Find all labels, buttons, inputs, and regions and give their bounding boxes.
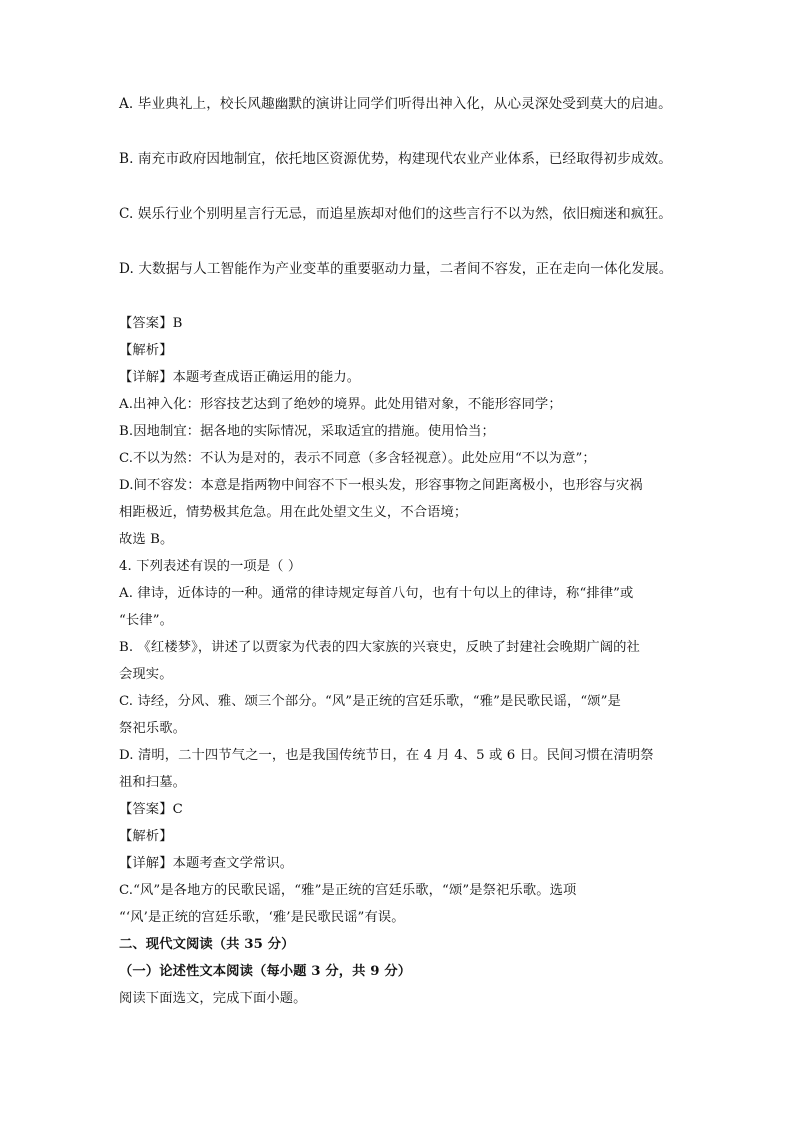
q3-detail-line: 【详解】本题考查成语正确运用的能力。 xyxy=(119,370,361,385)
q4-detail-line: “‘风’是正统的宫廷乐歌，‘雅’是民歌民谣”有误。 xyxy=(119,910,405,925)
q4-option-line: 祖和扫墓。 xyxy=(119,775,186,790)
q4-option-line: 会现实。 xyxy=(119,667,173,682)
q3-option-b: B. 南充市政府因地制宜，依托地区资源优势，构建现代农业产业体系，已经取得初步成效。 xyxy=(119,151,672,167)
subsection-1-title: （一）论述性文本阅读（每小题 3 分，共 9 分） xyxy=(119,964,412,979)
q4-option-line: A. 律诗，近体诗的一种。通常的律诗规定每首八句，也有十句以上的律诗，称“排律”或 xyxy=(119,586,634,601)
reading-instruction: 阅读下面选文，完成下面小题。 xyxy=(119,991,307,1006)
q4-detail-line: 【详解】本题考查文学常识。 xyxy=(119,856,294,871)
q4-detail-line: C.“风”是各地方的民歌民谣，“雅”是正统的宫廷乐歌，“颂”是祭祀乐歌。选项 xyxy=(119,883,577,898)
q3-analysis-heading: 【解析】 xyxy=(119,343,173,358)
q4-option-line: C. 诗经，分风、雅、颂三个部分。“风”是正统的宫廷乐歌，“雅”是民歌民谣，“颂”是 xyxy=(119,694,621,709)
q4-answer: 【答案】C xyxy=(119,802,183,817)
q4-option-line: “长律”。 xyxy=(119,613,173,628)
q3-option-c: C. 娱乐行业个别明星言行无忌，而追星族却对他们的这些言行不以为然，依旧痴迷和疯狂。 xyxy=(119,206,672,222)
q3-detail-line: 相距极近，情势极其危急。用在此处望文生义，不合语境； xyxy=(119,505,468,520)
section-2-title: 二、现代文阅读（共 35 分） xyxy=(119,937,295,952)
q3-detail-line: B.因地制宜：据各地的实际情况，采取适宜的措施。使用恰当； xyxy=(119,424,495,439)
q3-detail-line: 故选 B。 xyxy=(119,532,174,547)
q3-detail-line: C.不以为然：不认为是对的，表示不同意（多含轻视意）。此处应用“不以为意”； xyxy=(119,451,596,466)
q4-analysis-heading: 【解析】 xyxy=(119,829,173,844)
q3-option-a: A. 毕业典礼上，校长风趣幽默的演讲让同学们听得出神入化，从心灵深处受到莫大的启迪。 xyxy=(119,96,672,112)
q3-detail-line: D.间不容发：本意是指两物中间容不下一根头发，形容事物之间距离极小，也形容与灾祸 xyxy=(119,478,643,493)
q3-answer: 【答案】B xyxy=(119,316,183,331)
q4-option-line: D. 清明，二十四节气之一，也是我国传统节日，在 4 月 4、5 或 6 日。民间习惯在清明祭 xyxy=(119,748,654,763)
q3-detail-line: A.出神入化：形容技艺达到了绝妙的境界。此处用错对象，不能形容同学； xyxy=(119,397,562,412)
q4-option-line: B. 《红楼梦》，讲述了以贾家为代表的四大家族的兴衰史，反映了封建社会晚期广阔的社 xyxy=(119,640,640,655)
q4-option-line: 祭祀乐歌。 xyxy=(119,721,186,736)
q4-stem: 4. 下列表述有误的一项是（ ） xyxy=(119,559,302,574)
q3-option-d: D. 大数据与人工智能作为产业变革的重要驱动力量，二者间不容发，正在走向一体化发展。 xyxy=(119,261,673,277)
